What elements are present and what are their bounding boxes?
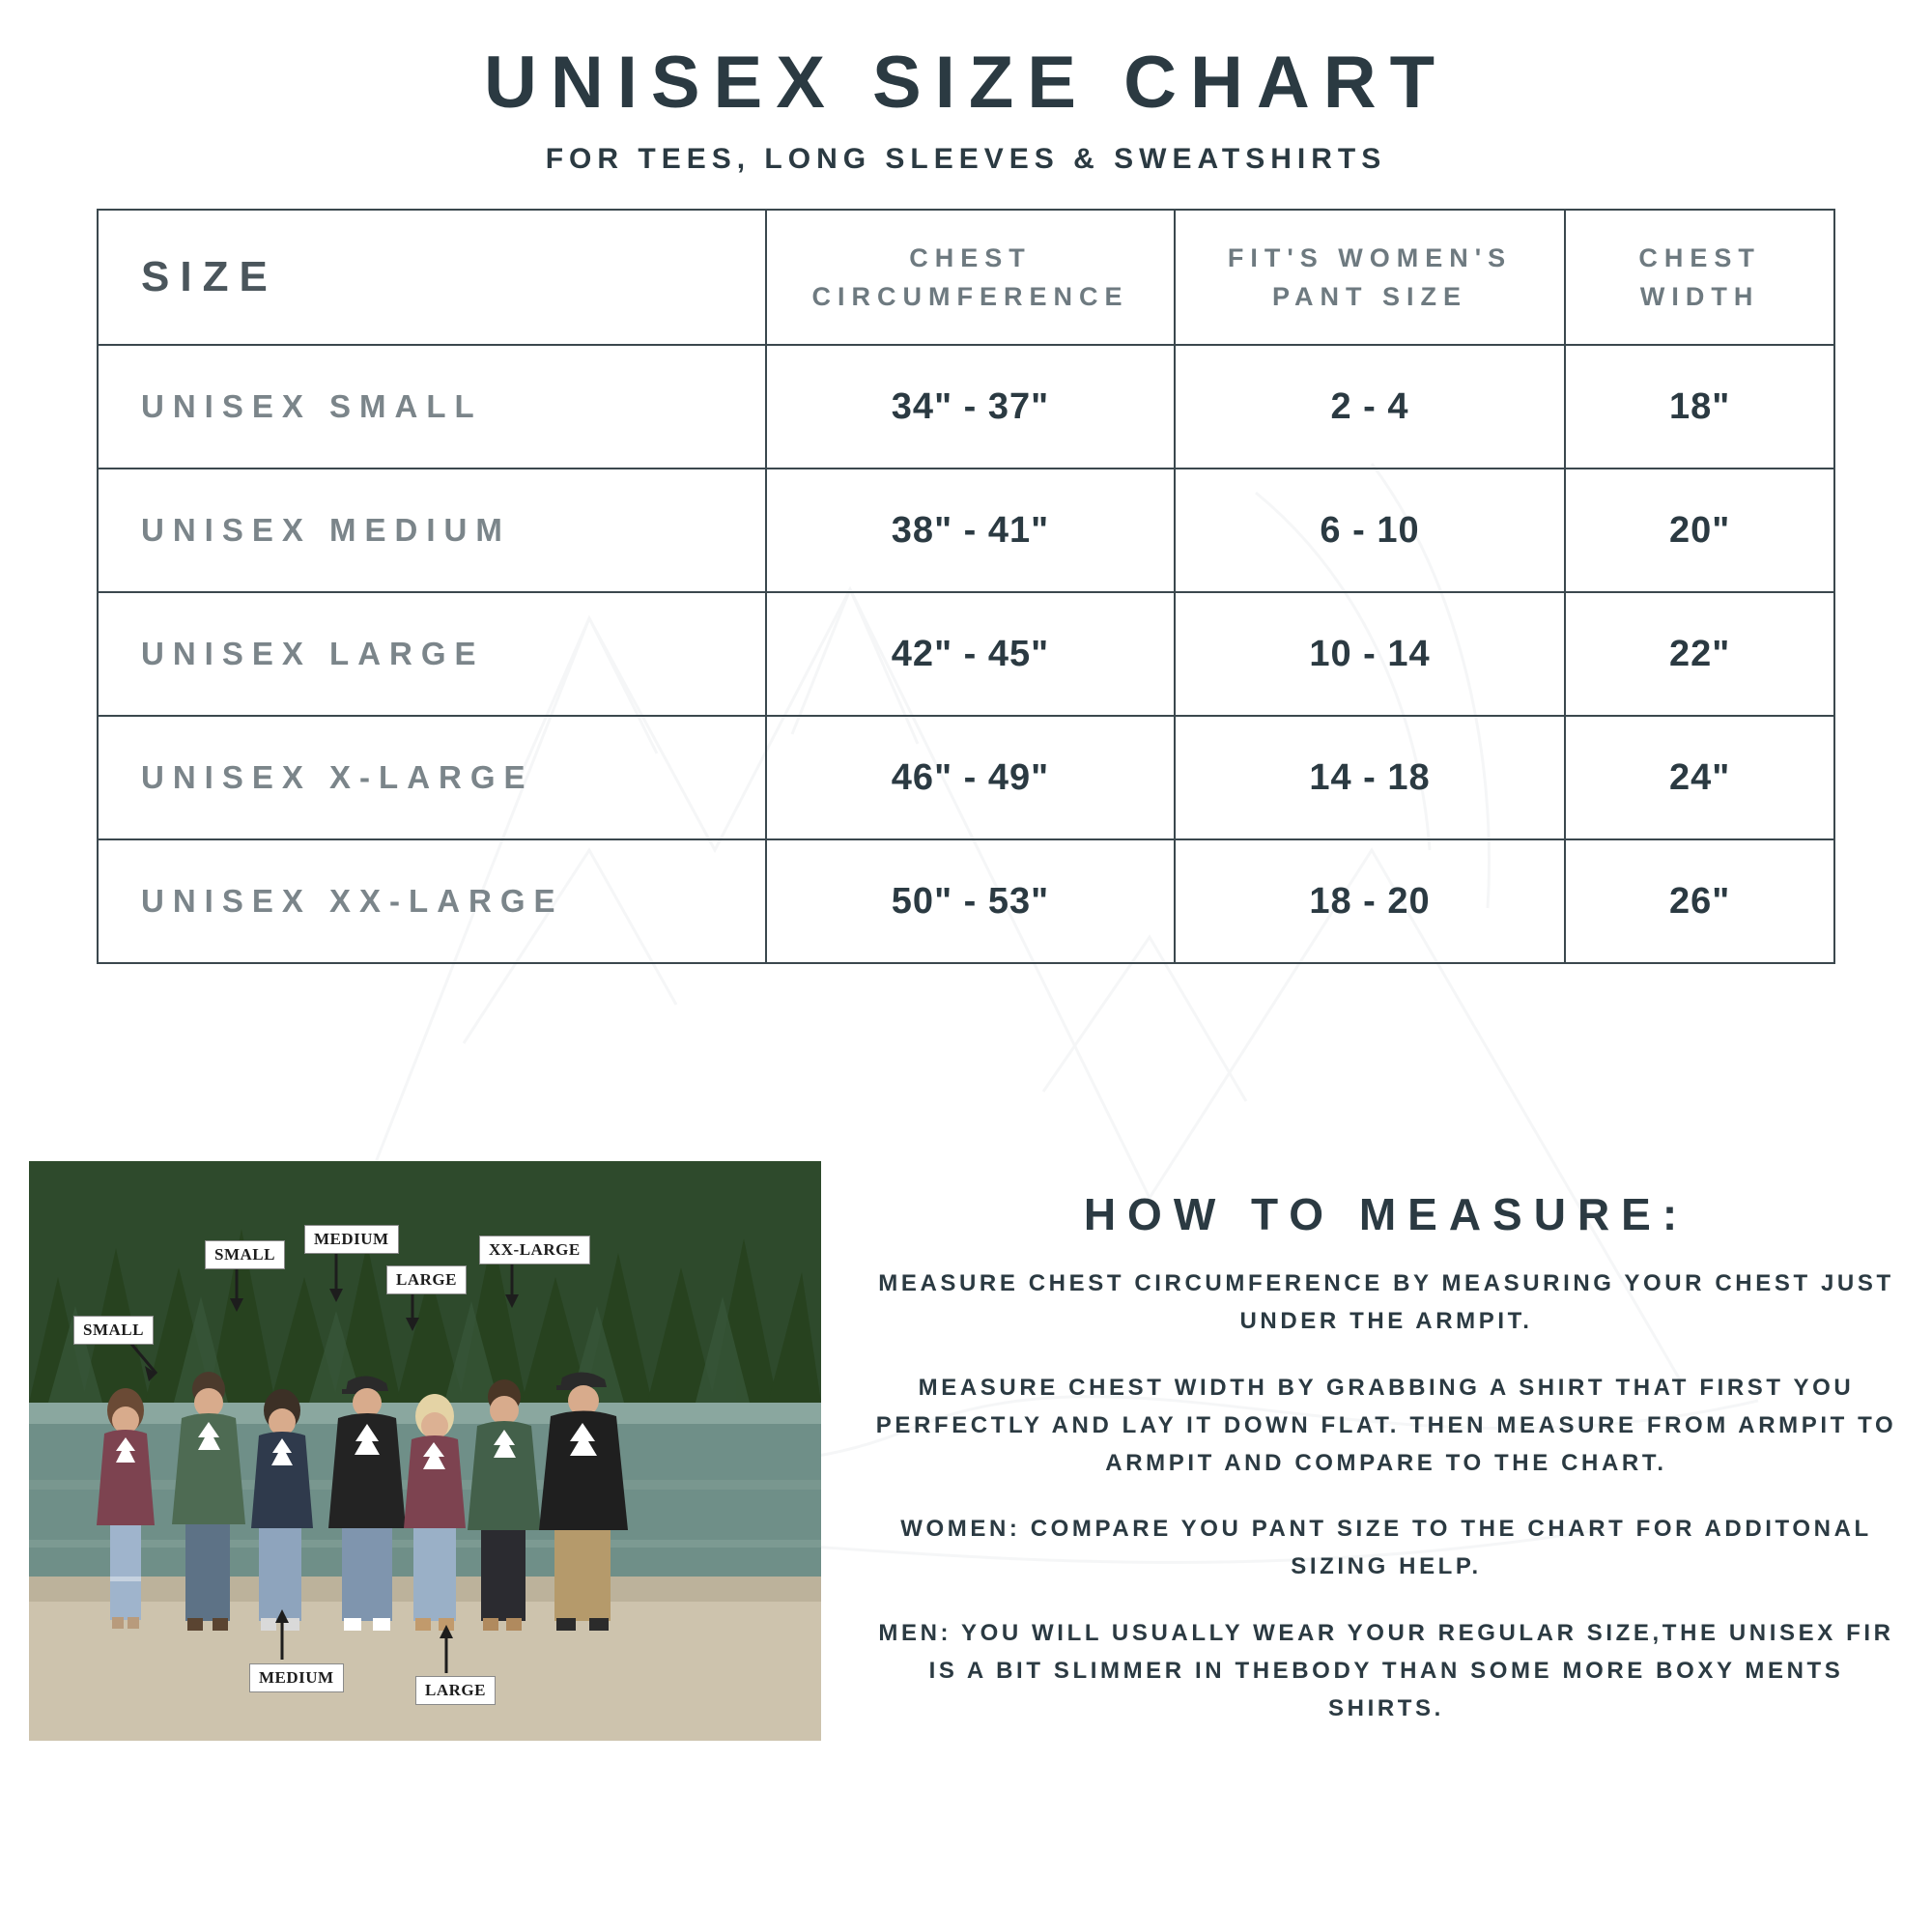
cell-womens-pant-size: 10 - 14 [1175, 592, 1566, 716]
cell-chest-circumference: 42" - 45" [766, 592, 1175, 716]
how-to-measure-section [869, 1188, 1903, 1757]
table-header-row [98, 210, 1834, 345]
cell-chest-width: 20" [1565, 469, 1834, 592]
size-chart-table-wrapper [97, 209, 1835, 964]
photo-callout-medium-top: MEDIUM [304, 1225, 399, 1254]
cell-size: UNISEX X-LARGE [98, 716, 766, 839]
table-row [98, 839, 1834, 963]
page-subtitle: FOR TEES, LONG SLEEVES & SWEATSHIRTS [545, 143, 1387, 175]
cell-chest-circumference: 46" - 49" [766, 716, 1175, 839]
photo-callout-small-left: SMALL [73, 1316, 154, 1345]
how-to-measure-paragraph-4: MEN: YOU WILL USUALLY WEAR YOUR REGULAR SIZE,THE UNISEX FIR IS A BIT SLIMMER IN THEBODY THAN SOME MORE BOXY MENTS SHIRTS. [878, 1620, 1894, 1721]
how-to-measure-paragraph-3: WOMEN: COMPARE YOU PANT SIZE TO THE CHART FOR ADDITONAL SIZING HELP. [900, 1516, 1872, 1580]
column-header-chest-circumference-line1: CHEST [909, 242, 1032, 272]
cell-womens-pant-size: 6 - 10 [1175, 469, 1566, 592]
column-header-chest-width [1565, 210, 1834, 345]
column-header-womens-pant-size [1175, 210, 1566, 345]
cell-chest-circumference: 34" - 37" [766, 345, 1175, 469]
cell-chest-circumference: 38" - 41" [766, 469, 1175, 592]
photo-callout-small: SMALL [205, 1240, 285, 1269]
column-header-size: SIZE [98, 210, 766, 345]
photo-callout-large-top: LARGE [386, 1265, 467, 1294]
table-row [98, 716, 1834, 839]
cell-womens-pant-size: 2 - 4 [1175, 345, 1566, 469]
cell-size: UNISEX XX-LARGE [98, 839, 766, 963]
how-to-measure-paragraph-1: MEASURE CHEST CIRCUMFERENCE BY MEASURING YOUR CHEST JUST UNDER THE ARMPIT. [878, 1270, 1894, 1334]
cell-chest-width: 26" [1565, 839, 1834, 963]
cell-size: UNISEX LARGE [98, 592, 766, 716]
table-row [98, 592, 1834, 716]
table-row [98, 469, 1834, 592]
cell-chest-width: 18" [1565, 345, 1834, 469]
table-row [98, 345, 1834, 469]
cell-chest-width: 22" [1565, 592, 1834, 716]
page-title: UNISEX SIZE CHART [483, 42, 1449, 124]
cell-size: UNISEX SMALL [98, 345, 766, 469]
column-header-chest-circumference-line2: CIRCUMFERENCE [811, 282, 1129, 311]
photo-callout-large-bottom: LARGE [415, 1676, 496, 1705]
column-header-womens-pant-size-line1: FIT'S WOMEN'S [1227, 242, 1513, 272]
cell-chest-width: 24" [1565, 716, 1834, 839]
column-header-chest-width-line2: WIDTH [1639, 282, 1760, 311]
photo-callout-xx-large: XX-LARGE [479, 1236, 590, 1264]
size-chart-table [97, 209, 1835, 964]
photo-callout-medium-bottom: MEDIUM [249, 1663, 344, 1692]
how-to-measure-title: HOW TO MEASURE: [1083, 1189, 1690, 1239]
group-photo-image [29, 1161, 821, 1741]
column-header-womens-pant-size-line2: PANT SIZE [1272, 282, 1468, 311]
group-photo [29, 1161, 821, 1741]
column-header-chest-circumference [766, 210, 1175, 345]
cell-womens-pant-size: 18 - 20 [1175, 839, 1566, 963]
cell-size: UNISEX MEDIUM [98, 469, 766, 592]
column-header-chest-width-line1: CHEST [1638, 242, 1761, 272]
cell-womens-pant-size: 14 - 18 [1175, 716, 1566, 839]
how-to-measure-paragraph-2: MEASURE CHEST WIDTH BY GRABBING A SHIRT THAT FIRST YOU PERFECTLY AND LAY IT DOWN FLAT. THEN MEASURE FROM ARMPIT TO ARMPIT AND COMPARE TO THE CHART. [875, 1374, 1897, 1476]
cell-chest-circumference: 50" - 53" [766, 839, 1175, 963]
